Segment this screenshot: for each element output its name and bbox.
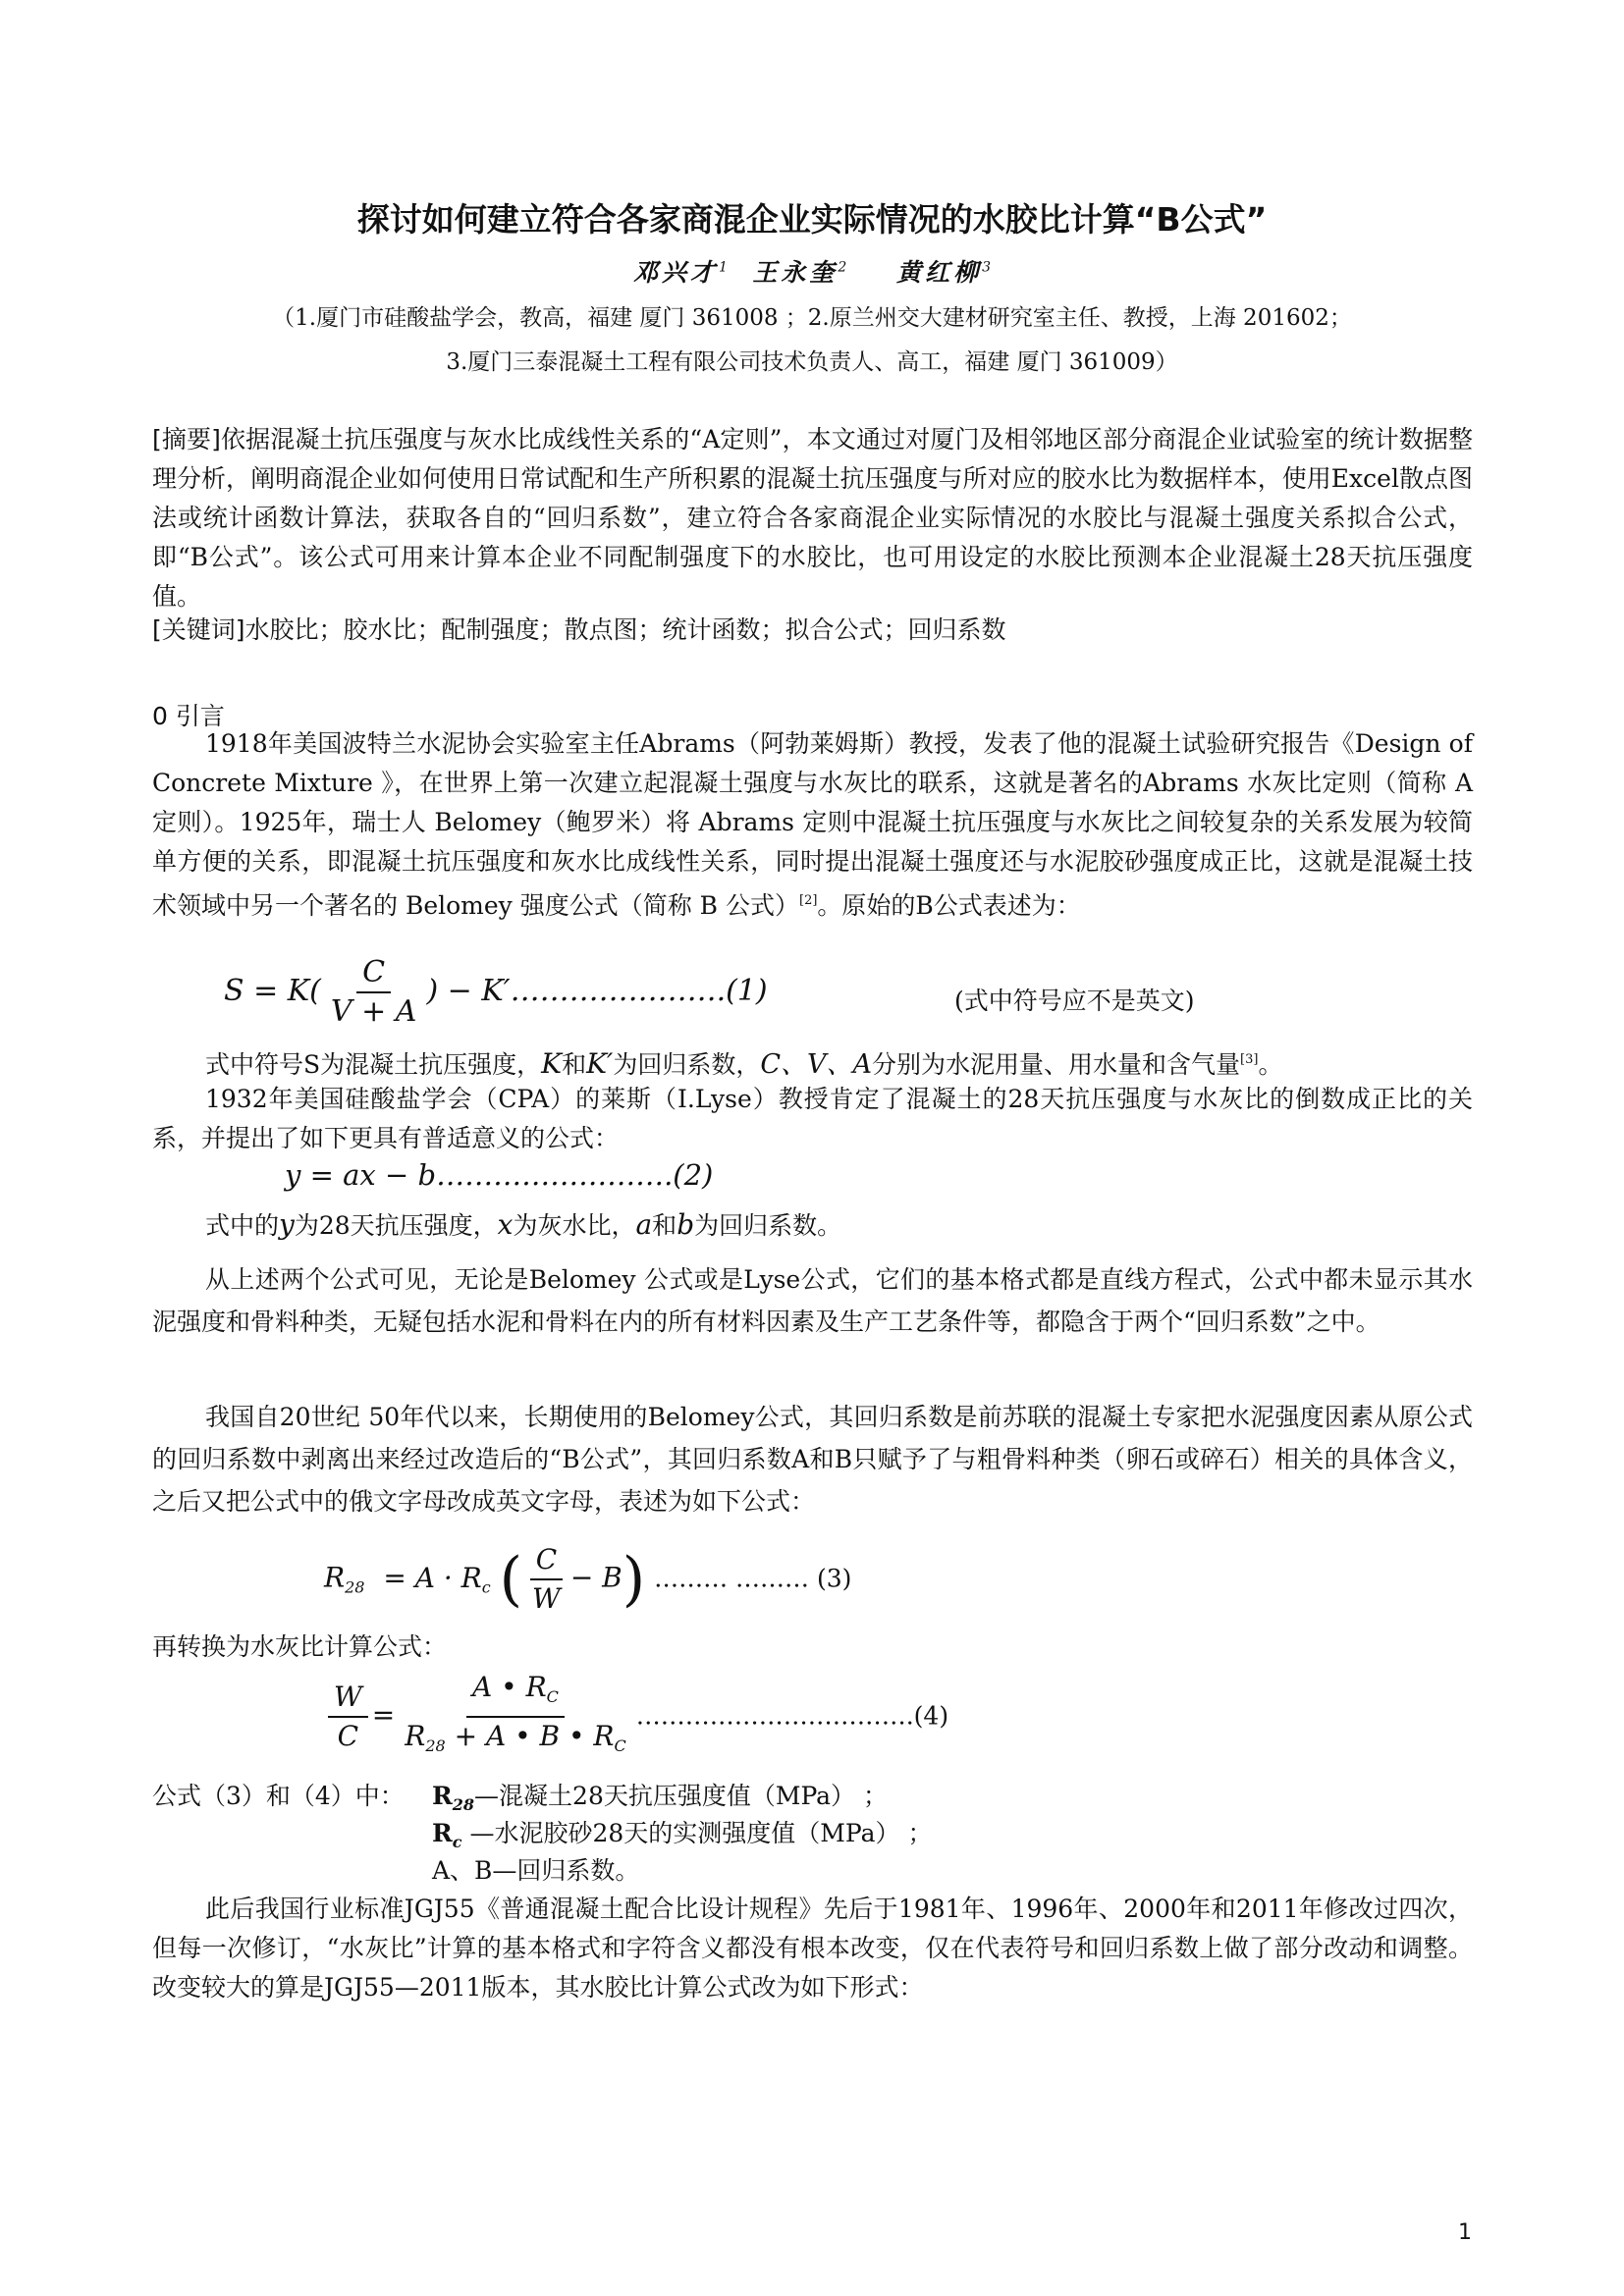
formula-note: (式中符号应不是英文): [954, 987, 1195, 1015]
fraction-denominator: W: [532, 1582, 561, 1615]
formula-1: [224, 954, 768, 1031]
author-name: 黄红柳: [896, 258, 983, 287]
formula-symbol: R: [324, 1561, 346, 1594]
definition-symbol: R: [432, 1782, 453, 1810]
paragraph-text: 为灰水比，: [513, 1211, 636, 1240]
definition-subscript: 28: [452, 1795, 475, 1814]
abstract-text: 依据混凝土抗压强度与灰水比成线性关系的“A定则”，本文通过对厦门及相邻地区部分商混企业试验室的统计数据整理分析，阐明商混企业如何使用日常试配和生产所积累的混凝土抗压强度与所对应的胶水比为数据样本，使用Excel散点图法或统计函数计算法，获取各自的“回归系数”，建立符合各家商混企业实际情况的水胶比与混凝土强度关系拟合公式，即“B公式”。该公式可用来计算本企业不同配制强度下的水胶比，也可用设定的水胶比预测本企业混凝土28天抗压强度值。: [152, 425, 1473, 611]
paragraph: 再转换为水灰比计算公式：: [152, 1632, 448, 1661]
formula-lhs: S = K(: [224, 974, 321, 1008]
definition-text: —混凝土28天抗压强度值（MPa） ；: [474, 1782, 889, 1810]
paragraph: [152, 724, 1473, 926]
definition-subscript: c: [452, 1833, 462, 1851]
page-number: 1: [1458, 2220, 1472, 2245]
keywords: [152, 611, 1473, 650]
affiliation-line: （1.厦门市硅酸盐学会，教高，福建 厦门 361008 ；2.原兰州交大建材研究室主任、教授，上海 201602；: [272, 305, 1352, 331]
formula-subscript: C: [614, 1736, 626, 1755]
affiliation-line: 3.厦门三泰混凝土工程有限公司技术负责人、高工，福建 厦门 361009）: [446, 349, 1178, 375]
equation-number: ……… ……… (3): [654, 1564, 852, 1593]
fraction-numerator: C: [530, 1541, 563, 1580]
math-symbol: K′: [586, 1047, 614, 1080]
author-affil-mark: 2: [838, 259, 847, 276]
fraction-numerator: C: [356, 954, 391, 993]
paragraph-text: 为回归系数。: [694, 1211, 842, 1240]
formula-subscript: 28: [425, 1736, 446, 1755]
formula-fraction: [526, 1541, 567, 1618]
formula-fraction: [325, 954, 423, 1031]
paragraph-text: 为回归系数，: [613, 1050, 761, 1079]
equals-sign: =: [371, 1698, 396, 1732]
open-paren: (: [499, 1545, 523, 1614]
formula-3: [324, 1541, 851, 1618]
paragraph-text: 式中符号S为混凝土抗压强度，: [205, 1050, 542, 1079]
section-heading: 0 引言: [152, 702, 225, 730]
definition-text: —水泥胶砂28天的实测强度值（MPa） ；: [461, 1819, 933, 1847]
formula-subscript: C: [546, 1687, 559, 1706]
formula-symbol: − B: [569, 1561, 623, 1594]
paragraph: 我国自20世纪 50年代以来，长期使用的Belomey公式，其回归系数是前苏联的混凝土专家把水泥强度因素从原公式的回归系数中剥离出来经过改造后的“B公式”，其回归系数A和B只赋予了与粗骨料种类（卵石或碎石）相关的具体含义，之后又把公式中的俄文字母改成英文字母，表述为如下公式：: [152, 1403, 1473, 1516]
paragraph-text: 1918年美国波特兰水泥协会实验室主任Abrams（阿勃莱姆斯）教授，发表了他的混凝土试验研究报告《Design of Concrete Mixture 》，在世界上第一次建立起混凝土强度与水灰比的联系，这就是著名的Abrams 水灰比定则（简称 A 定则）。1925年，瑞士人 Belomey（鲍罗米）将 Abrams 定则中混凝土抗压强度与水灰比之间较复杂的关系发展为较简单方便的关系，即混凝土抗压强度和灰水比成线性关系，同时提出混凝土强度还与水泥胶砂强度成正比，这就是混凝土技术领域中另一个著名的 Belomey 强度公式（简称 B 公式）: [152, 729, 1473, 920]
author-line: [0, 253, 1624, 289]
paragraph-text: 和: [562, 1050, 587, 1079]
formula-subscript: 28: [345, 1577, 365, 1597]
close-paren: ): [622, 1545, 646, 1614]
formula-rhs: ) − K′………………….(1): [426, 974, 768, 1008]
abstract: [152, 420, 1473, 616]
fraction-numerator: W: [328, 1679, 368, 1718]
equation-number: …………………………….(4): [635, 1701, 949, 1731]
math-symbol: b: [677, 1208, 695, 1241]
citation: [2]: [799, 893, 818, 908]
formula-4: [324, 1669, 948, 1765]
fraction-denominator: C: [337, 1720, 359, 1752]
formula-symbol: A • R: [472, 1671, 547, 1703]
citation: [3]: [1240, 1052, 1259, 1067]
definitions-lead: 公式（3）和（4）中：: [152, 1782, 405, 1810]
formula-fraction: [328, 1679, 368, 1755]
math-symbol: a: [635, 1208, 653, 1241]
formula-subscript: c: [481, 1577, 491, 1597]
math-symbol: K: [541, 1047, 563, 1080]
fraction-denominator: [399, 1718, 631, 1765]
paragraph: [152, 1205, 1473, 1246]
paragraph-text: 。: [1258, 1050, 1283, 1079]
keywords-label: [关键词]: [152, 615, 245, 644]
paragraph-text: 为28天抗压强度，: [294, 1211, 498, 1240]
math-symbol: x: [497, 1208, 514, 1241]
paragraph: [152, 1041, 1473, 1085]
author-affil-mark: 1: [718, 259, 728, 276]
formula-symbol: + A • B • R: [445, 1720, 615, 1752]
paragraph: 1932年美国硅酸盐学会（CPA）的莱斯（I.Lyse）教授肯定了混凝土的28天抗压强度与水灰比的倒数成正比的关系，并提出了如下更具有普适意义的公式：: [152, 1085, 1473, 1152]
author-name: 王永奎: [752, 258, 839, 287]
author-name: 邓兴才: [632, 258, 719, 287]
paragraph-text: 式中的: [205, 1211, 280, 1240]
formula-fraction: [399, 1669, 631, 1765]
fraction-denominator: V + A: [330, 994, 417, 1029]
paragraph: 此后我国行业标准JGJ55《普通混凝土配合比设计规程》先后于1981年、1996年、2000年和2011年修改过四次，但每一次修订，“水灰比”计算的基本格式和字符含义都没有根本改变，仅在代表符号和回归系数上做了部分改动和调整。改变较大的算是JGJ55—2011版本，其水胶比计算公式改为如下形式：: [152, 1895, 1473, 2002]
fraction-numerator: [466, 1669, 565, 1718]
formula-symbol: = A · R: [383, 1561, 482, 1594]
formula-2: y = ax − b…………………….(2): [285, 1158, 714, 1192]
definition-symbol: R: [432, 1819, 453, 1847]
keywords-text: 水胶比；胶水比；配制强度；散点图；统计函数；拟合公式；回归系数: [244, 615, 1006, 644]
math-symbol: y: [279, 1208, 295, 1241]
abstract-label: [摘要]: [152, 425, 221, 454]
paragraph-text: 分别为水泥用量、用水量和含气量: [872, 1050, 1241, 1079]
paragraph-text: 和: [652, 1211, 677, 1240]
paragraph: 从上述两个公式可见，无论是Belomey 公式或是Lyse公式，它们的基本格式都是直线方程式，公式中都未显示其水泥强度和骨料种类，无疑包括水泥和骨料在内的所有材料因素及生产工艺条件等，都隐含于两个“回归系数”之中。: [152, 1265, 1473, 1336]
paper-title: 探讨如何建立符合各家商混企业实际情况的水胶比计算“B公式”: [356, 200, 1268, 239]
definition-item: A、B—回归系数。: [432, 1856, 640, 1885]
formula-symbol: R: [405, 1720, 426, 1752]
paragraph-text: 。原始的B公式表述为：: [817, 891, 1081, 920]
math-symbol: C、V、A: [760, 1049, 873, 1080]
author-affil-mark: 3: [982, 259, 992, 276]
